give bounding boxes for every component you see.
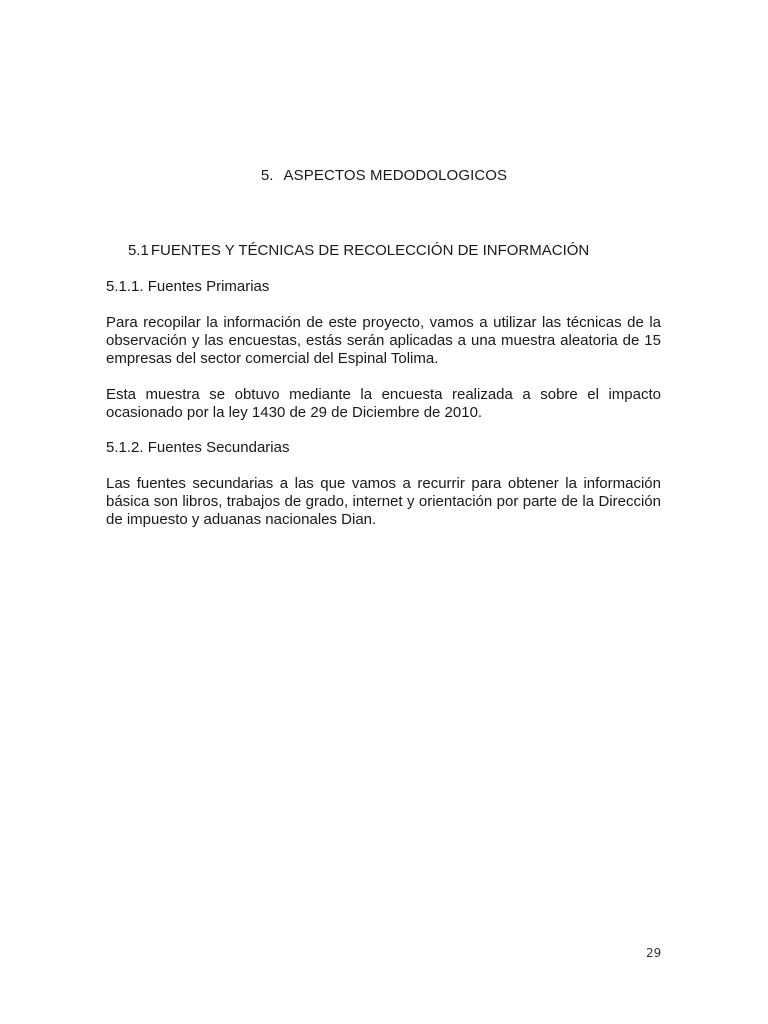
subsection-heading-primary: 5.1.1. Fuentes Primarias [106, 278, 270, 295]
chapter-title-text: ASPECTOS MEDODOLOGICOS [283, 167, 508, 184]
page-number: 29 [646, 946, 662, 960]
chapter-title [0, 167, 768, 184]
section-heading [128, 242, 589, 259]
section-title-text: FUENTES Y TÉCNICAS DE RECOLECCIÓN DE INFORMACIÓN [150, 242, 590, 259]
paragraph-primary-2: Esta muestra se obtuvo mediante la encuesta realizada a sobre el impacto ocasionado por la ley 1430 de 29 de Diciembre de 2010. [106, 386, 661, 421]
paragraph-secondary-1: Las fuentes secundarias a las que vamos a recurrir para obtener la información básica son libros, trabajos de grado, internet y orientación por parte de la Dirección de impuesto y aduanas nacionales Dian. [106, 475, 661, 528]
chapter-number: 5. [260, 167, 274, 184]
section-number: 5.1 [128, 242, 149, 259]
subsection-heading-secondary: 5.1.2. Fuentes Secundarias [106, 439, 290, 456]
paragraph-primary-1: Para recopilar la información de este proyecto, vamos a utilizar las técnicas de la observación y las encuestas, estás serán aplicadas a una muestra aleatoria de 15 empresas del sector comercial del Espinal Tolima. [106, 314, 661, 367]
